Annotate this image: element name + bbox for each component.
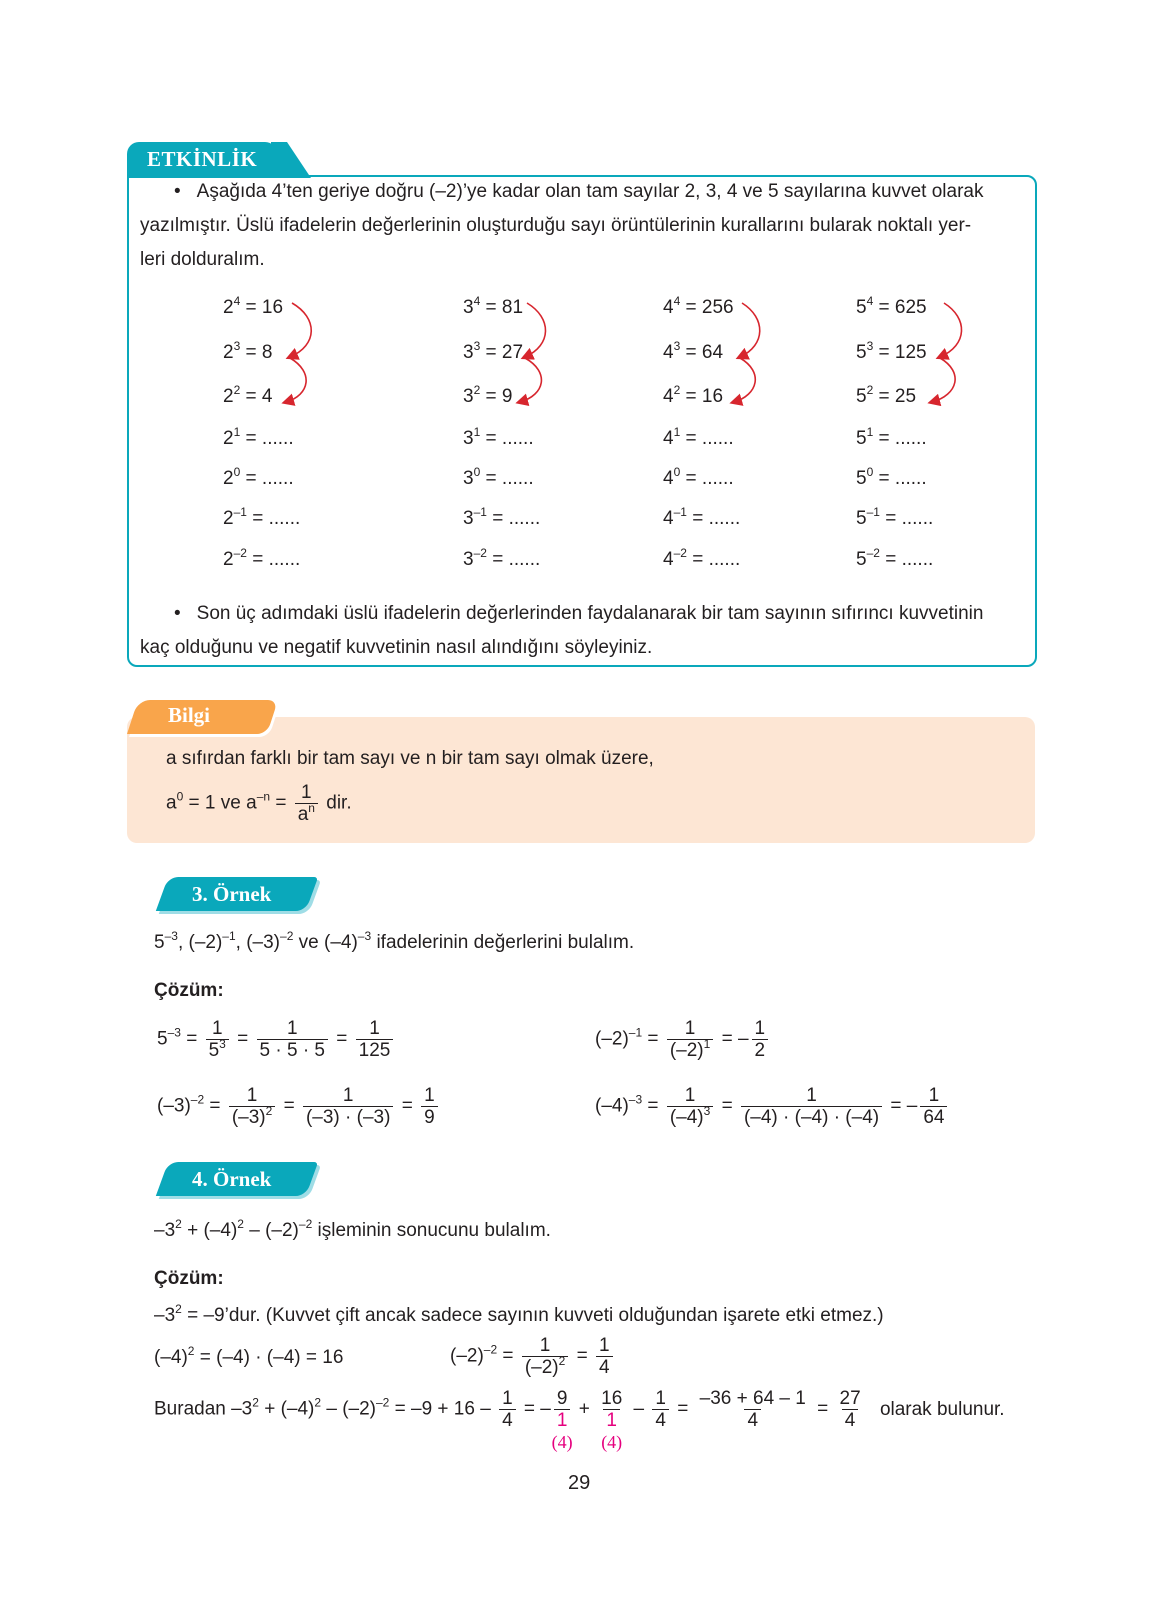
power-entry: $2^2 = 4$ (223, 383, 273, 407)
power-entry: $4^{-2}$ = ...... (663, 546, 741, 570)
power-entry: $2^{-1}$ = ...... (223, 505, 301, 529)
power-entry: $5^4 = 625$ (856, 294, 927, 318)
power-entry: $5^{-1}$ = ...... (856, 505, 934, 529)
power-entry: $3^{-1}$ = ...... (463, 505, 541, 529)
power-entry: $5^3 = 125$ (856, 339, 927, 363)
intro-line-1: Aşağıda 4’ten geriye doğru (–2)’ye kadar olan tam sayılar 2, 3, 4 ve 5 sayılarına kuvvet olarak (196, 181, 984, 202)
power-entry: $3^4 = 81$ (463, 294, 524, 318)
power-entry: $4^4 = 256$ (663, 294, 734, 318)
power-entry: $2^0$ = ...... (223, 465, 294, 489)
intro-line-3: leri dolduralım. (140, 249, 265, 270)
power-entry: $4^{-1}$ = ...... (663, 505, 741, 529)
bilgi-title: Bilgi (168, 703, 211, 727)
fraction: $\frac{1}{a^n}$ (295, 782, 318, 825)
bilgi-line-1: a sıfırdan farklı bir tam sayı ve n bir tam sayı olmak üzere, (166, 748, 654, 769)
multiplier-label: (4) (551, 1432, 573, 1452)
power-entry: $2^{-2}$ = ...... (223, 546, 301, 570)
power-entry: $5^2 = 25$ (856, 383, 917, 407)
power-entry: $4^2 = 16$ (663, 383, 724, 407)
page-number: 29 (568, 1472, 591, 1494)
arrow-icon (932, 358, 955, 402)
power-entry: $2^1$ = ...... (223, 425, 294, 449)
arrow-icon (940, 303, 962, 357)
arrow-icon (734, 358, 755, 402)
power-entry: $4^0$ = ...... (663, 465, 734, 489)
power-entry: $3^2 = 9$ (463, 383, 513, 407)
power-entry: $5^{-2}$ = ...... (856, 546, 934, 570)
ornek-4-line-3: Buradan $-3^2 + (-4)^2 - (-2)^{-2} = -9 + 16$ – $\frac{1}{4}$ = – 9 1 (4) + 16 1 (4) – $\frac{1}{4}$ = $\frac{-36 + 64 - 1}{4}$ = $\frac{27}{4}$ olarak bulunur. (154, 1388, 1005, 1452)
etkinlik-outro (140, 597, 1020, 665)
power-entry: $3^3 = 27$ (463, 339, 524, 363)
ornek-3-eq-3: $(-3)^{-2}$ = $\frac{1}{(-3)^2}$ = $\frac{1}{(-3) \cdot (-3)}$ = $\frac{1}{9}$ (157, 1085, 441, 1128)
power-entry: $4^3 = 64$ (663, 339, 724, 363)
power-entry: $5^0$ = ...... (856, 465, 927, 489)
arrow-icon (740, 303, 760, 357)
ornek-3-question: $5^{-3}$, $(-2)^{-1}$, $(-3)^{-2}$ ve $(-4)^{-3}$ ifadelerinin değerlerini bulalım. (154, 929, 635, 953)
ornek-3-eq-1: $5^{-3}$ = $\frac{1}{5^3}$ = $\frac{1}{5 \cdot 5 \cdot 5}$ = $\frac{1}{125}$ (157, 1018, 396, 1061)
power-entry: $2^4 = 16$ (223, 294, 284, 318)
ornek-4-cozum: Çözüm: (154, 1268, 224, 1289)
ornek-3-eq-4: $(-4)^{-3}$ = $\frac{1}{(-4)^3}$ = $\frac{1}{(-4) \cdot (-4) \cdot (-4)}$ = – $\frac{1}{64}$ (595, 1085, 950, 1128)
ornek-4-line-1: $-3^2$ = –9’dur. (Kuvvet çift ancak sadece sayının kuvveti olduğundan işarete etki etmez.) (154, 1302, 884, 1326)
ornek-4-line-2a: $(-4)^2 = (-4) \cdot (-4) = 16$ (154, 1344, 344, 1368)
bullet: • (174, 603, 181, 624)
ornek-4-question: $-3^2 + (-4)^2 - (-2)^{-2}$ işleminin sonucunu bulalım. (154, 1217, 551, 1241)
bullet: • (174, 181, 181, 202)
power-entry: $4^1$ = ...... (663, 425, 734, 449)
arrow-icon (286, 358, 306, 402)
ornek-3-cozum: Çözüm: (154, 980, 224, 1001)
etkinlik-title: ETKİNLİK (147, 147, 258, 171)
bilgi-rule: $a^0 = 1$ ve $a^{-n}$ = $\frac{1}{a^n}$ dir. (166, 782, 352, 825)
ornek-4-title: 4. Örnek (192, 1167, 272, 1191)
arrow-icon (525, 303, 546, 357)
outro-line-2: kaç olduğunu ve negatif kuvvetinin nasıl alındığını söyleyiniz. (140, 637, 653, 658)
arrow-icon (290, 303, 311, 357)
arrow-icon (520, 358, 541, 402)
ornek-3-eq-2: $(-2)^{-1}$ = $\frac{1}{(-2)^1}$ = – $\frac{1}{2}$ (595, 1018, 771, 1061)
ornek-4-line-2b: $(-2)^{-2}$ = $\frac{1}{(-2)^2}$ = $\frac{1}{4}$ (450, 1335, 616, 1378)
power-entry: $3^1$ = ...... (463, 425, 534, 449)
power-entry: $3^0$ = ...... (463, 465, 534, 489)
pattern-arrows (0, 0, 1163, 620)
multiplier-label: (4) (601, 1432, 623, 1452)
power-entry: $5^1$ = ...... (856, 425, 927, 449)
power-entry: $2^3 = 8$ (223, 339, 273, 363)
intro-line-2: yazılmıştır. Üslü ifadelerin değerlerinin oluşturduğu sayı örüntülerinin kurallarını bularak noktalı yer- (140, 215, 972, 236)
power-entry: $3^{-2}$ = ...... (463, 546, 541, 570)
outro-line-1: Son üç adımdaki üslü ifadelerin değerlerinden faydalanarak bir tam sayının sıfırıncı kuvvetinin (196, 603, 984, 624)
ornek-3-title: 3. Örnek (192, 882, 272, 906)
